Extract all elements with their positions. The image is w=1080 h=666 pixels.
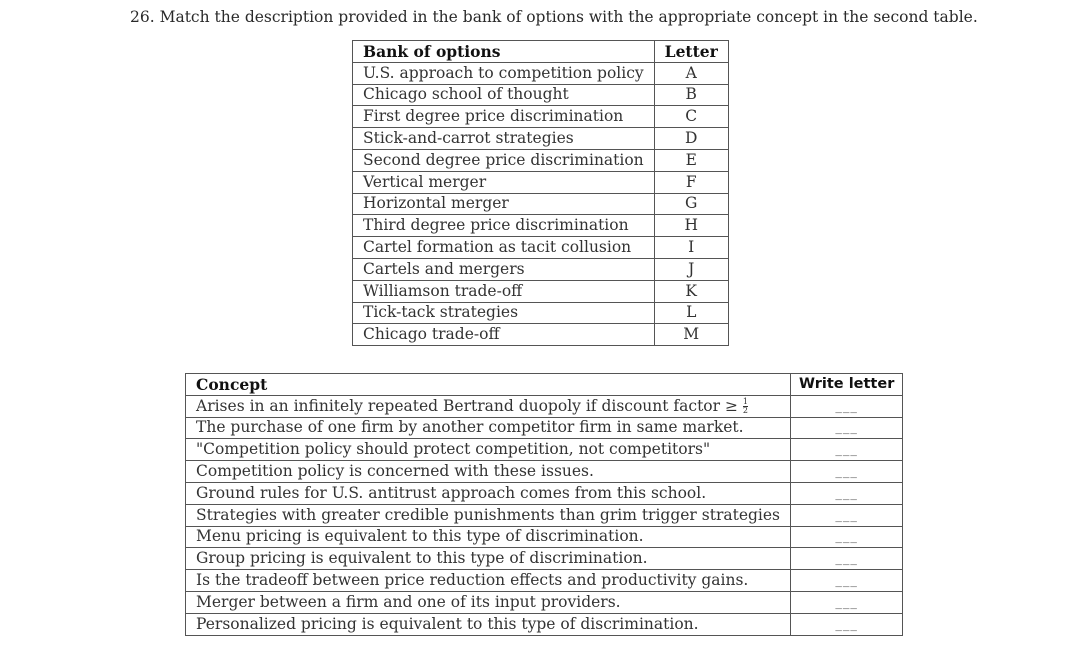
answer-blank[interactable]: ___	[791, 548, 903, 570]
concept-description: Menu pricing is equivalent to this type of discrimination.	[186, 526, 791, 548]
bank-description: Stick-and-carrot strategies	[353, 128, 655, 150]
bank-letter: K	[654, 280, 728, 302]
concept-row	[186, 461, 903, 483]
bank-row	[353, 84, 729, 106]
bank-row	[353, 62, 729, 84]
concept-row	[186, 439, 903, 461]
answer-blank[interactable]: ___	[791, 439, 903, 461]
bank-header-description: Bank of options	[353, 41, 655, 63]
bank-description: Cartels and mergers	[353, 258, 655, 280]
concept-row	[186, 395, 903, 417]
concept-description: Competition policy is concerned with these issues.	[186, 461, 791, 483]
concept-row	[186, 570, 903, 592]
frac-denominator: 2	[742, 406, 748, 416]
bank-letter: I	[654, 237, 728, 259]
bank-row	[353, 280, 729, 302]
answer-blank[interactable]: ___	[791, 591, 903, 613]
bank-row	[353, 128, 729, 150]
concept-description: "Competition policy should protect competition, not competitors"	[186, 439, 791, 461]
concept-description: Strategies with greater credible punishments than grim trigger strategies	[186, 504, 791, 526]
bank-letter: B	[654, 84, 728, 106]
one-half-fraction	[743, 398, 748, 415]
answer-blank[interactable]: ___	[791, 504, 903, 526]
concept-row	[186, 504, 903, 526]
bank-row	[353, 215, 729, 237]
bank-letter: D	[654, 128, 728, 150]
bank-letter: L	[654, 302, 728, 324]
bank-description: Chicago school of thought	[353, 84, 655, 106]
concept-description: Merger between a firm and one of its input providers.	[186, 591, 791, 613]
concept-header-row	[186, 374, 903, 396]
concept-header: Concept	[186, 374, 791, 396]
bank-description: Chicago trade-off	[353, 324, 655, 346]
bank-description: Williamson trade-off	[353, 280, 655, 302]
concept-row	[186, 613, 903, 635]
bank-row	[353, 171, 729, 193]
concept-description: Is the tradeoff between price reduction effects and productivity gains.	[186, 570, 791, 592]
bank-letter: C	[654, 106, 728, 128]
bank-description: Vertical merger	[353, 171, 655, 193]
bank-row	[353, 193, 729, 215]
write-letter-header: Write letter	[791, 374, 903, 396]
concept-description: Personalized pricing is equivalent to this type of discrimination.	[186, 613, 791, 635]
bank-letter: H	[654, 215, 728, 237]
bank-description: U.S. approach to competition policy	[353, 62, 655, 84]
bank-letter: J	[654, 258, 728, 280]
answer-blank[interactable]: ___	[791, 526, 903, 548]
bank-row	[353, 149, 729, 171]
concept-row	[186, 482, 903, 504]
answer-blank[interactable]: ___	[791, 417, 903, 439]
concept-row	[186, 591, 903, 613]
bank-header-letter: Letter	[654, 41, 728, 63]
bank-of-options-table	[352, 40, 729, 346]
bank-description: Cartel formation as tacit collusion	[353, 237, 655, 259]
bank-letter: G	[654, 193, 728, 215]
bank-header-row	[353, 41, 729, 63]
concept-row	[186, 526, 903, 548]
frac-numerator: 1	[742, 397, 748, 407]
bank-letter: M	[654, 324, 728, 346]
concept-row	[186, 548, 903, 570]
bank-row	[353, 106, 729, 128]
bank-row	[353, 237, 729, 259]
concept-description: The purchase of one firm by another competitor firm in same market.	[186, 417, 791, 439]
bank-row	[353, 302, 729, 324]
bank-description: Third degree price discrimination	[353, 215, 655, 237]
answer-blank[interactable]: ___	[791, 461, 903, 483]
concept-description: Ground rules for U.S. antitrust approach comes from this school.	[186, 482, 791, 504]
concept-description: Group pricing is equivalent to this type of discrimination.	[186, 548, 791, 570]
concept-row	[186, 417, 903, 439]
bank-row	[353, 324, 729, 346]
answer-blank[interactable]: ___	[791, 613, 903, 635]
bank-row	[353, 258, 729, 280]
bank-letter: A	[654, 62, 728, 84]
concept-table	[185, 373, 903, 636]
concept-description	[186, 395, 791, 417]
answer-blank[interactable]: ___	[791, 395, 903, 417]
bank-description: Tick-tack strategies	[353, 302, 655, 324]
bank-letter: F	[654, 171, 728, 193]
answer-blank[interactable]: ___	[791, 482, 903, 504]
question-text: 26. Match the description provided in the bank of options with the appropriate concept in the second table.	[130, 8, 978, 26]
bank-description: First degree price discrimination	[353, 106, 655, 128]
bank-description: Second degree price discrimination	[353, 149, 655, 171]
bank-description: Horizontal merger	[353, 193, 655, 215]
concept-text: Arises in an infinitely repeated Bertrand duopoly if discount factor ≥	[196, 396, 738, 415]
bank-letter: E	[654, 149, 728, 171]
answer-blank[interactable]: ___	[791, 570, 903, 592]
